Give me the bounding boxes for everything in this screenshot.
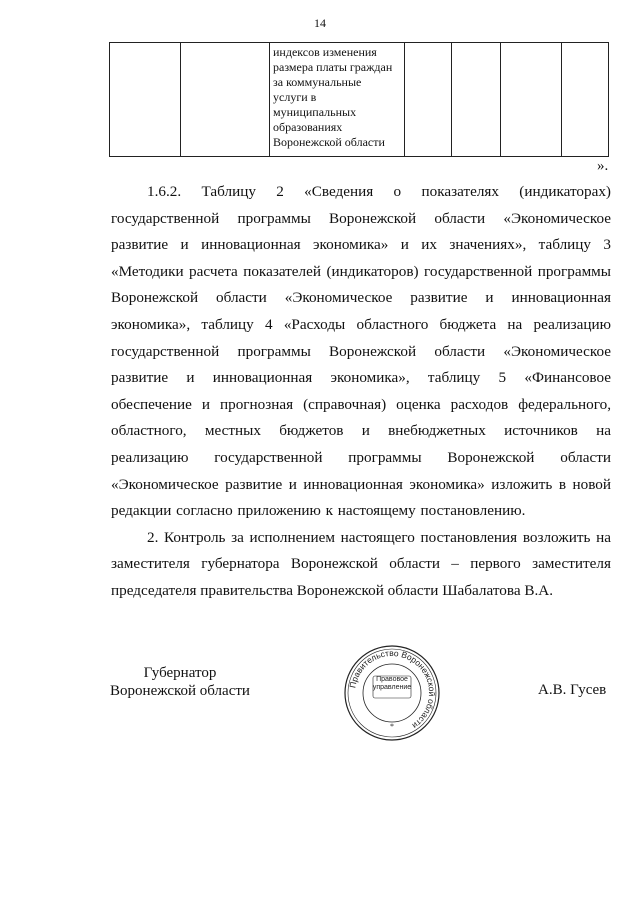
table-cell-empty (181, 43, 270, 157)
closing-quote: ». (597, 158, 609, 174)
signer-title-line: Губернатор (143, 665, 217, 681)
signer-title-line: Воронежской области (110, 683, 250, 699)
cell-line: размера платы граждан (273, 60, 393, 74)
continued-table (109, 42, 609, 157)
official-seal-stamp (342, 643, 442, 743)
seal-center-line: Правовое (376, 676, 408, 683)
table-cell-empty (452, 43, 501, 157)
signer-title (108, 664, 252, 700)
seal-center-text (367, 676, 417, 692)
cell-line: образованиях (273, 120, 343, 134)
paragraph-2: 2. Контроль за исполнением настоящего постановления возложить на заместителя губернатора Воронежской области – первого заместителя председателя правительства Воронежской области Шабалатова В.А. (111, 528, 611, 599)
table-row (110, 43, 609, 157)
table-cell-empty (405, 43, 452, 157)
document-body (111, 179, 611, 605)
signer-name: А.В. Гусев (538, 682, 607, 698)
table-cell-empty (562, 43, 609, 157)
cell-line: за коммунальные (273, 75, 362, 89)
cell-line: индексов изменения (273, 45, 377, 59)
seal-star: * (390, 722, 394, 731)
page-number: 14 (314, 16, 326, 30)
cell-line: услуги в (273, 90, 317, 104)
seal-ring-text: Правительство Воронежской области (347, 647, 438, 731)
table-cell-indicator (270, 43, 405, 157)
table-cell-empty (110, 43, 181, 157)
paragraph-1-6-2: 1.6.2. Таблицу 2 «Сведения о показателях (индикаторах) государственной программы Воронежской области «Экономическое развитие и инновационная экономика» и их значениях», таблицу 3 «Методики расчета показателей (индикаторов) государственной программы Воронежской области «Экономическое развитие и инновационная экономика», таблицу 4 «Расходы областного бюджета на реализацию государственной программы Воронежской области «Экономическое развитие и инновационная экономика», таблицу 5 «Финансовое обеспечение и прогнозная (справочная) оценка расходов федерального, областного, местных бюджетов и внебюджетных источников на реализацию государственной программы Воронежской области «Экономическое развитие и инновационная экономика» изложить в новой редакции согласно приложению к настоящему постановлению. (111, 183, 611, 520)
table-cell-empty (501, 43, 562, 157)
cell-line: Воронежской области (273, 135, 385, 149)
seal-center-line: управление (372, 684, 412, 691)
cell-line: муниципальных (273, 105, 357, 119)
